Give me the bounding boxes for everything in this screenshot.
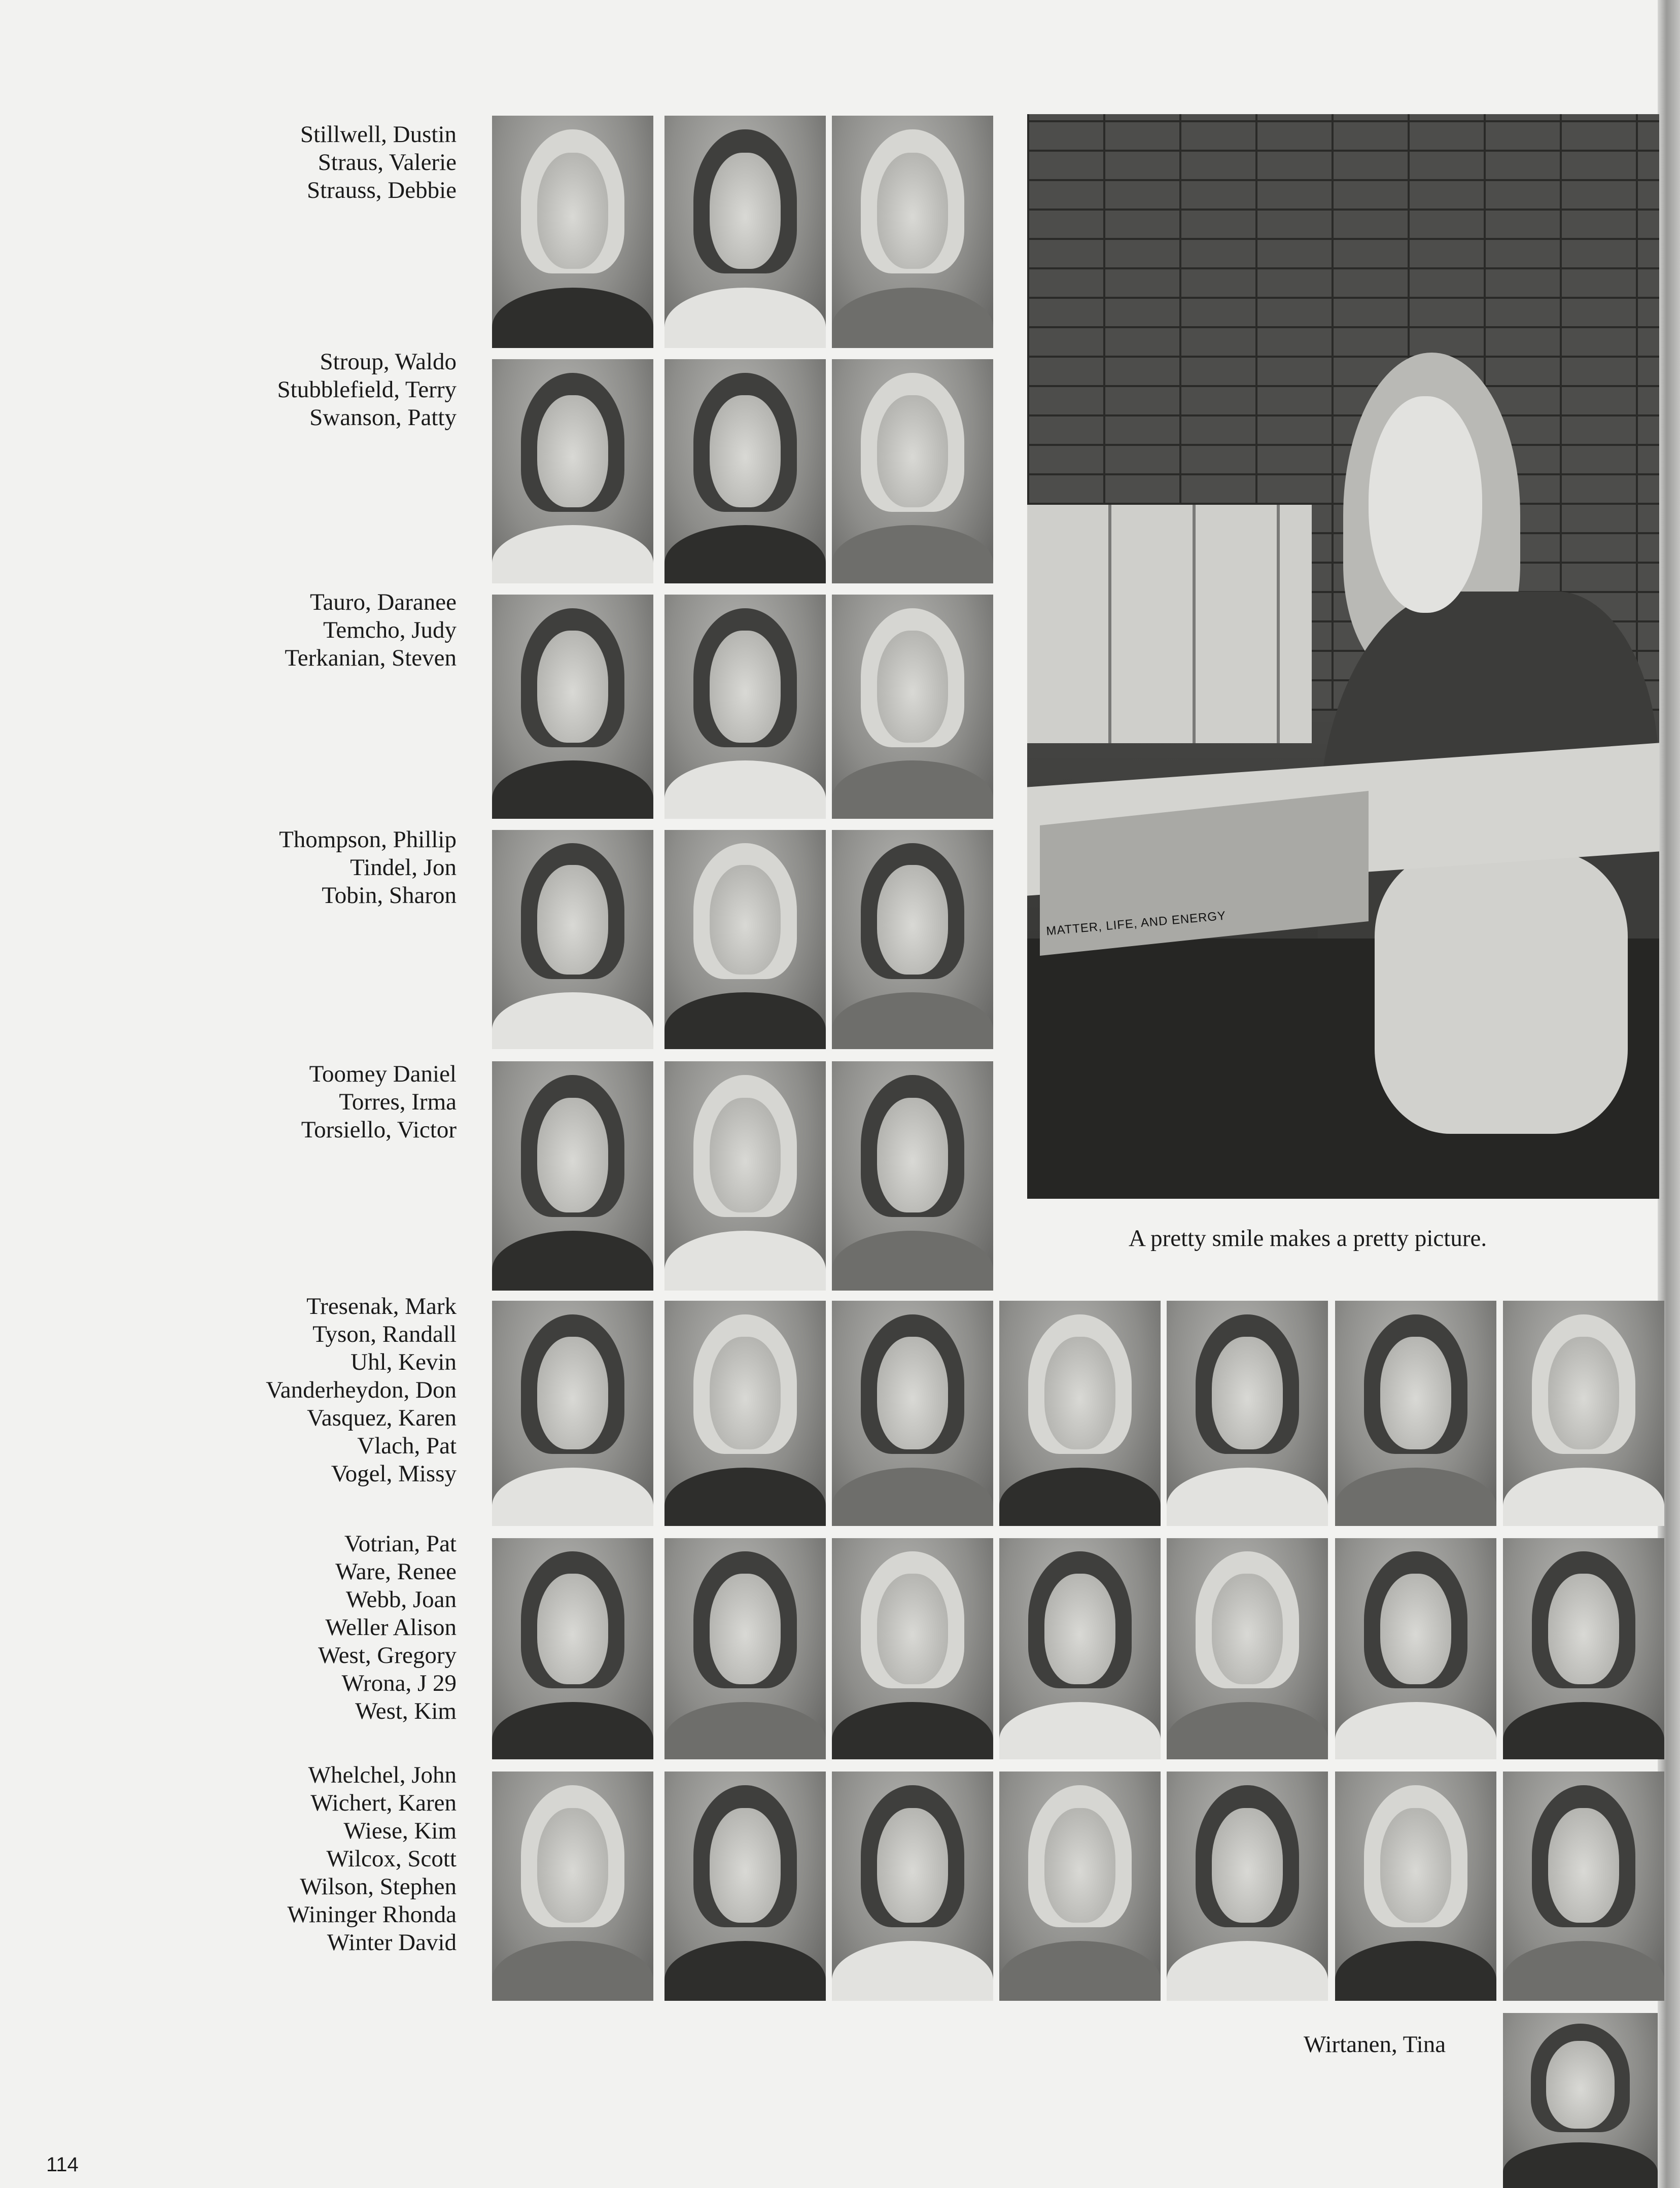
- portrait-face: [710, 395, 781, 507]
- student-name: Terkanian, Steven: [285, 645, 457, 671]
- portrait-shoulders: [1503, 1702, 1664, 1759]
- portrait-shoulders: [492, 760, 653, 819]
- student-portrait: [1167, 1538, 1328, 1759]
- name-list-row-2: [277, 348, 457, 432]
- portrait-shoulders: [1335, 1468, 1496, 1526]
- name-list-row-8: [287, 1761, 457, 1957]
- portrait-face: [1380, 1808, 1451, 1923]
- student-portrait: [832, 830, 993, 1049]
- student-portrait: [999, 1538, 1161, 1759]
- student-portrait: [664, 359, 826, 583]
- subject-face: [1369, 396, 1482, 613]
- student-portrait: [1503, 2013, 1658, 2188]
- portrait-shoulders: [492, 288, 653, 348]
- student-portrait: [492, 116, 653, 348]
- portrait-shoulders: [999, 1468, 1161, 1526]
- student-portrait: [1335, 1538, 1496, 1759]
- portrait-face: [1546, 2041, 1614, 2129]
- student-portrait: [832, 1772, 993, 2001]
- portrait-shoulders: [664, 1231, 826, 1291]
- portrait-face: [537, 865, 608, 975]
- student-portrait: [492, 359, 653, 583]
- portrait-shoulders: [1503, 1468, 1664, 1526]
- student-name: Wilson, Stephen: [300, 1873, 457, 1900]
- portrait-shoulders: [664, 1468, 826, 1526]
- student-name: Swanson, Patty: [309, 404, 457, 431]
- portrait-face: [877, 1574, 948, 1684]
- portrait-face: [710, 1098, 781, 1212]
- portrait-face: [537, 153, 608, 269]
- portrait-face: [710, 153, 781, 269]
- student-portrait: [1335, 1772, 1496, 2001]
- student-name: Tauro, Daranee: [310, 589, 457, 615]
- student-portrait: [492, 595, 653, 819]
- student-portrait: [832, 1538, 993, 1759]
- portrait-shoulders: [664, 1702, 826, 1759]
- name-list-row-5: [301, 1060, 457, 1144]
- student-name: Weller Alison: [325, 1614, 457, 1641]
- student-name: Stroup, Waldo: [320, 349, 457, 375]
- student-portrait: [664, 1301, 826, 1526]
- portrait-face: [710, 1574, 781, 1684]
- student-portrait: [832, 595, 993, 819]
- student-portrait: [1503, 1772, 1664, 2001]
- student-name: Thompson, Phillip: [279, 826, 457, 853]
- portrait-shoulders: [492, 1231, 653, 1291]
- student-name: Wichert, Karen: [310, 1790, 457, 1816]
- student-portrait: [664, 1772, 826, 2001]
- portrait-shoulders: [1335, 1941, 1496, 2001]
- name-list-row-1: [300, 121, 457, 204]
- portrait-face: [877, 1337, 948, 1449]
- portrait-face: [710, 865, 781, 975]
- student-name: Wirtanen, Tina: [1304, 2031, 1446, 2058]
- student-portrait: [832, 359, 993, 583]
- student-portrait: [492, 1772, 653, 2001]
- portrait-shoulders: [1503, 1941, 1664, 2001]
- portrait-face: [1212, 1337, 1283, 1449]
- portrait-face: [1044, 1574, 1115, 1684]
- student-name: Stubblefield, Terry: [277, 376, 457, 403]
- portrait-face: [1044, 1808, 1115, 1923]
- portrait-shoulders: [832, 1702, 993, 1759]
- student-portrait: [999, 1772, 1161, 2001]
- student-portrait: [664, 1538, 826, 1759]
- portrait-shoulders: [1167, 1941, 1328, 2001]
- student-name: Wininger Rhonda: [287, 1901, 457, 1928]
- student-portrait: [832, 116, 993, 348]
- student-portrait: [1167, 1772, 1328, 2001]
- student-name: Vlach, Pat: [357, 1433, 457, 1459]
- portrait-face: [877, 865, 948, 975]
- portrait-face: [1044, 1337, 1115, 1449]
- student-portrait: [664, 1061, 826, 1291]
- student-name: Vanderheydon, Don: [266, 1377, 457, 1403]
- name-list-row-7: [318, 1530, 457, 1725]
- portrait-shoulders: [664, 992, 826, 1049]
- student-name: Vogel, Missy: [331, 1461, 457, 1487]
- portrait-shoulders: [1503, 2142, 1658, 2188]
- student-portrait: [1335, 1301, 1496, 1526]
- student-portrait: [492, 1538, 653, 1759]
- cabinets: [1027, 505, 1312, 743]
- subject-legs: [1375, 852, 1627, 1134]
- student-portrait: [999, 1301, 1161, 1526]
- portrait-shoulders: [832, 760, 993, 819]
- portrait-face: [877, 395, 948, 507]
- textbook-title: MATTER, LIFE, AND ENERGY: [1045, 909, 1227, 939]
- student-name: Wrona, J 29: [341, 1670, 457, 1696]
- portrait-face: [1380, 1574, 1451, 1684]
- portrait-face: [537, 1098, 608, 1212]
- name-list-row-3: [285, 588, 457, 672]
- student-name: Wiese, Kim: [343, 1818, 457, 1844]
- student-name: Wilcox, Scott: [326, 1846, 457, 1872]
- student-name: Torres, Irma: [339, 1089, 457, 1115]
- portrait-shoulders: [999, 1941, 1161, 2001]
- portrait-shoulders: [492, 525, 653, 583]
- student-name: Whelchel, John: [308, 1762, 457, 1788]
- portrait-face: [537, 1574, 608, 1684]
- portrait-shoulders: [1167, 1468, 1328, 1526]
- student-name: Tobin, Sharon: [322, 882, 457, 909]
- portrait-shoulders: [1167, 1702, 1328, 1759]
- student-name: Winter David: [327, 1929, 457, 1956]
- portrait-shoulders: [832, 1941, 993, 2001]
- student-portrait: [492, 1301, 653, 1526]
- student-name: Stillwell, Dustin: [300, 121, 457, 148]
- portrait-face: [877, 631, 948, 743]
- portrait-shoulders: [492, 1941, 653, 2001]
- portrait-shoulders: [492, 1468, 653, 1526]
- portrait-shoulders: [832, 525, 993, 583]
- student-name: Votrian, Pat: [344, 1531, 457, 1557]
- student-name: Strauss, Debbie: [306, 177, 457, 203]
- portrait-shoulders: [832, 992, 993, 1049]
- name-list-row-4: [279, 826, 457, 910]
- student-name: West, Gregory: [318, 1642, 457, 1669]
- portrait-shoulders: [999, 1702, 1161, 1759]
- portrait-shoulders: [832, 1231, 993, 1291]
- portrait-face: [1212, 1808, 1283, 1923]
- student-name: Webb, Joan: [345, 1586, 457, 1613]
- portrait-face: [1548, 1574, 1619, 1684]
- student-portrait: [832, 1061, 993, 1291]
- portrait-shoulders: [664, 1941, 826, 2001]
- student-name: Tyson, Randall: [312, 1321, 457, 1347]
- student-portrait: [1503, 1538, 1664, 1759]
- portrait-face: [710, 1337, 781, 1449]
- student-name: Tindel, Jon: [350, 854, 457, 881]
- student-name: Ware, Renee: [335, 1558, 457, 1585]
- portrait-face: [1380, 1337, 1451, 1449]
- student-portrait: [492, 1061, 653, 1291]
- portrait-face: [537, 1808, 608, 1923]
- portrait-shoulders: [832, 1468, 993, 1526]
- student-portrait: [664, 116, 826, 348]
- photo-caption: A pretty smile makes a pretty picture.: [1129, 1225, 1487, 1252]
- student-name: Tresenak, Mark: [306, 1293, 457, 1319]
- page-number: 114: [46, 2154, 79, 2176]
- portrait-face: [537, 631, 608, 743]
- portrait-face: [1548, 1337, 1619, 1449]
- portrait-shoulders: [1335, 1702, 1496, 1759]
- student-name: Vasquez, Karen: [307, 1405, 457, 1431]
- portrait-shoulders: [492, 1702, 653, 1759]
- student-name: Straus, Valerie: [318, 149, 457, 176]
- name-list-row-6: [266, 1293, 457, 1488]
- portrait-face: [877, 1098, 948, 1212]
- student-portrait: [492, 830, 653, 1049]
- portrait-shoulders: [664, 288, 826, 348]
- portrait-shoulders: [492, 992, 653, 1049]
- portrait-face: [877, 1808, 948, 1923]
- portrait-face: [710, 631, 781, 743]
- student-name: Uhl, Kevin: [351, 1349, 457, 1375]
- portrait-face: [710, 1808, 781, 1923]
- portrait-face: [877, 153, 948, 269]
- feature-photo: [1027, 114, 1659, 1199]
- portrait-shoulders: [664, 760, 826, 819]
- portrait-face: [1548, 1808, 1619, 1923]
- portrait-face: [1212, 1574, 1283, 1684]
- student-name: Torsiello, Victor: [301, 1117, 457, 1143]
- student-portrait: [1167, 1301, 1328, 1526]
- portrait-shoulders: [664, 525, 826, 583]
- student-name: Temcho, Judy: [323, 617, 457, 643]
- student-portrait: [832, 1301, 993, 1526]
- portrait-face: [537, 1337, 608, 1449]
- student-portrait: [1503, 1301, 1664, 1526]
- student-name: West, Kim: [355, 1698, 457, 1724]
- portrait-face: [537, 395, 608, 507]
- student-portrait: [664, 830, 826, 1049]
- student-name: Toomey Daniel: [309, 1061, 457, 1087]
- portrait-shoulders: [832, 288, 993, 348]
- student-portrait: [664, 595, 826, 819]
